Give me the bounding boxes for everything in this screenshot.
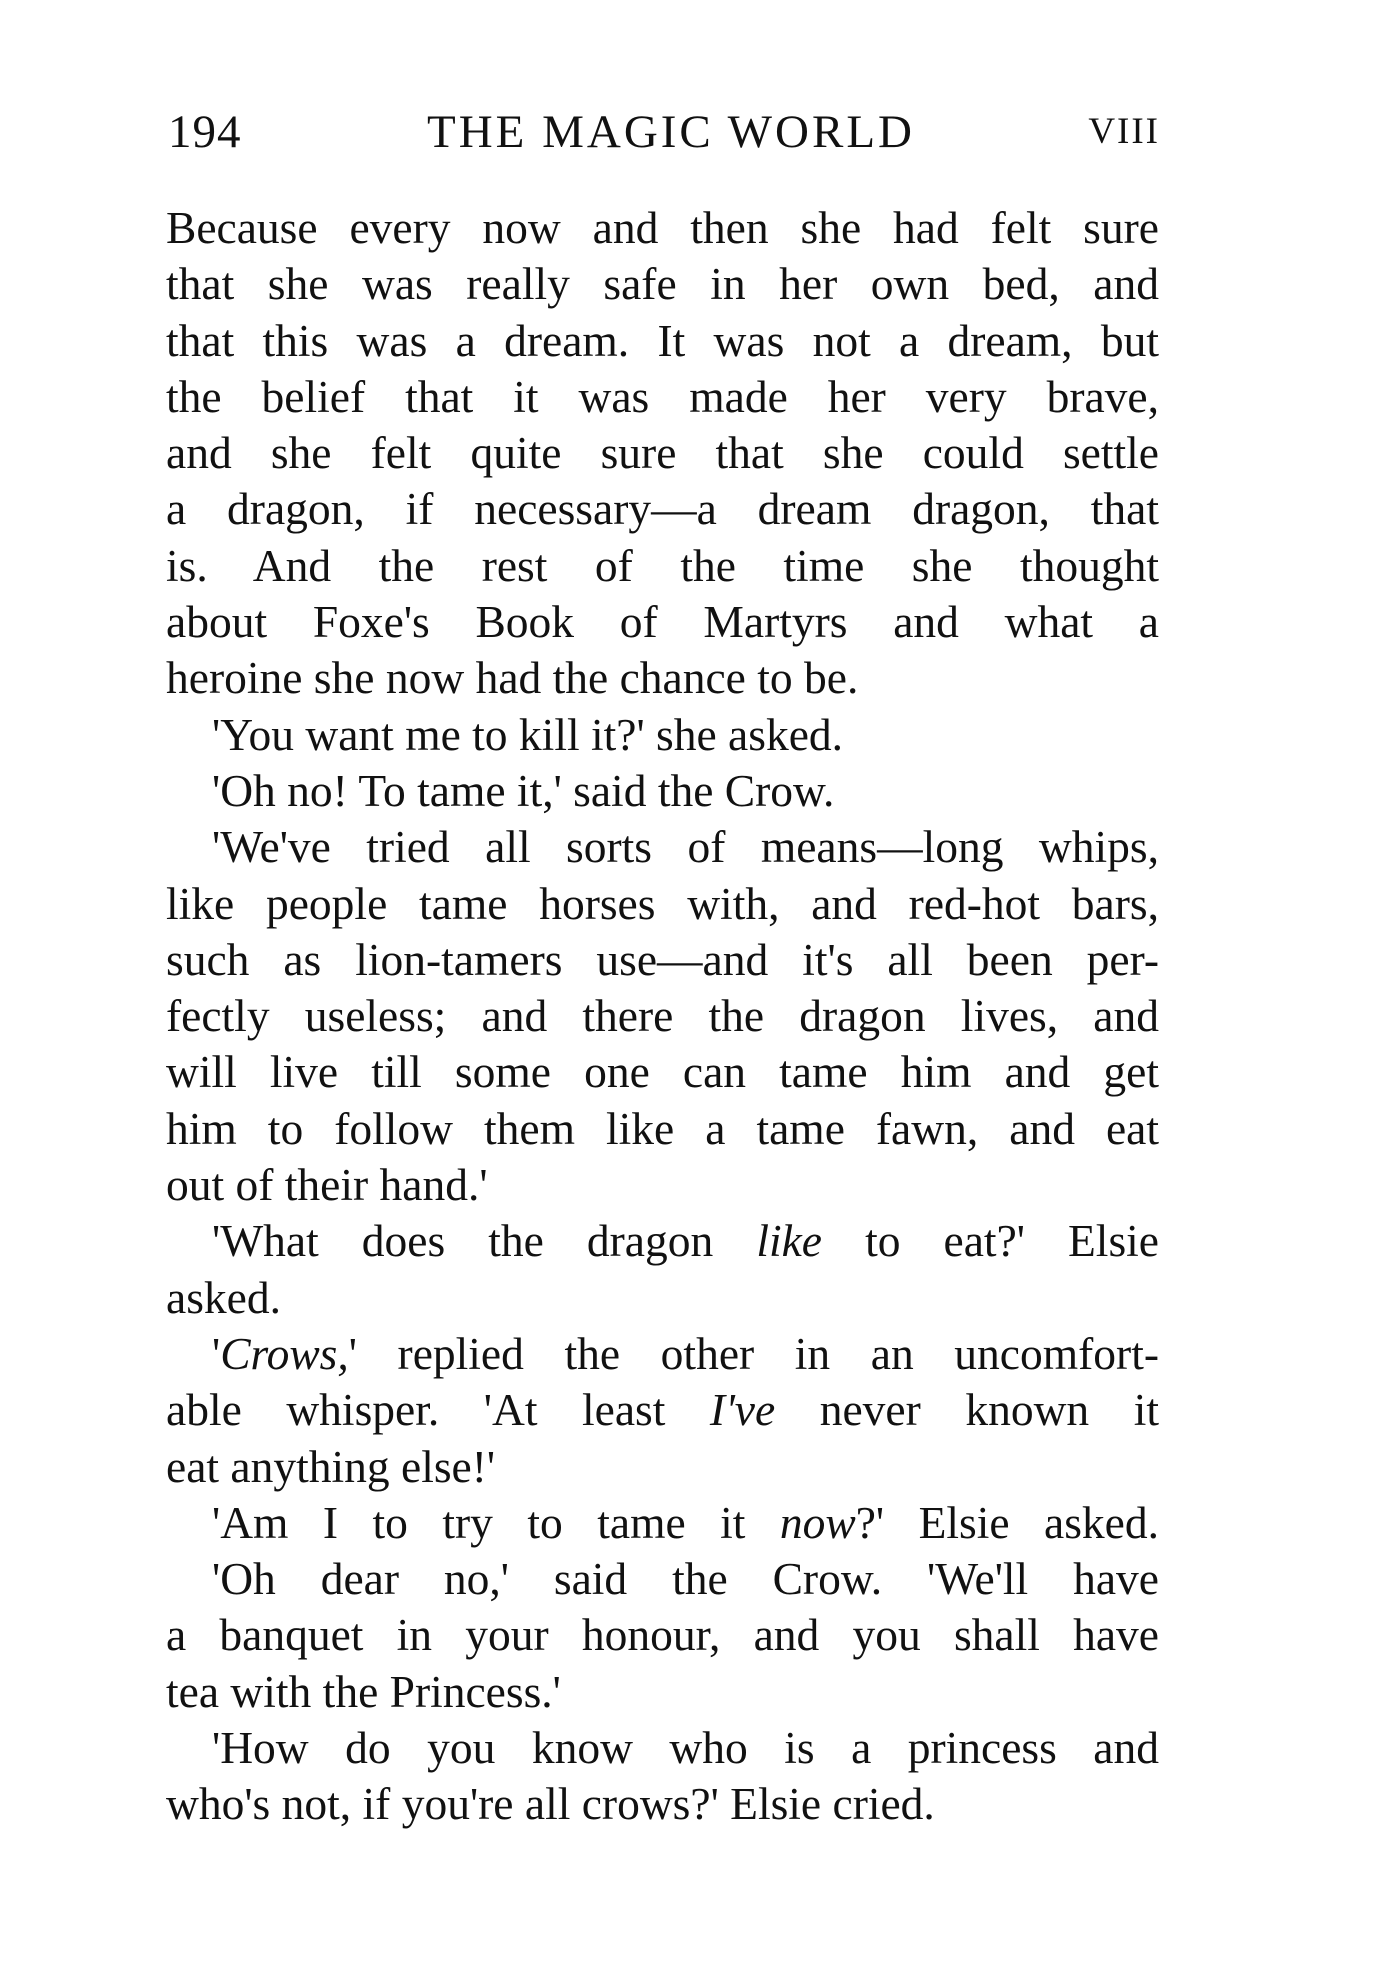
text-line: him to follow them like a tame fawn, and eat <box>166 1102 1159 1154</box>
page-number: 194 <box>168 106 242 158</box>
text-segment: ?' Elsie asked. <box>855 1496 1160 1548</box>
text-segment: ' <box>212 1327 221 1379</box>
text-line: that she was really safe in her own bed, and <box>166 258 1159 310</box>
chapter-number: VIII <box>1088 111 1160 152</box>
text-line: Because every now and then she had felt sure <box>166 202 1159 253</box>
text-line: a dragon, if necessary—a dream dragon, that <box>166 483 1159 535</box>
text-line: fectly useless; and there the dragon lives, and <box>166 990 1159 1042</box>
text-line <box>166 1495 1159 1551</box>
running-header <box>168 102 1160 162</box>
text-segment: to eat?' Elsie <box>822 1215 1159 1267</box>
text-line: that this was a dream. It was not a dream, but <box>166 314 1159 366</box>
text-line: will live till some one can tame him and get <box>166 1046 1159 1098</box>
italic-text: like <box>756 1215 823 1267</box>
text-line: 'Oh dear no,' said the Crow. 'We'll have <box>212 1553 1159 1605</box>
text-line: tea with the Princess.' <box>166 1665 561 1717</box>
text-line: eat anything else!' <box>166 1440 496 1492</box>
text-line: 'How do you know who is a princess and <box>212 1722 1159 1774</box>
text-segment: 'What does the dragon <box>212 1215 757 1267</box>
text-line: 'We've tried all sorts of means—long whips, <box>212 821 1159 873</box>
text-line: like people tame horses with, and red-hot bars, <box>166 877 1159 929</box>
text-line <box>166 1326 1159 1382</box>
text-line: who's not, if you're all crows?' Elsie cried. <box>166 1778 935 1830</box>
text-line: heroine she now had the chance to be. <box>166 652 859 704</box>
running-title: THE MAGIC WORLD <box>427 106 915 158</box>
text-line: such as lion-tamers use—and it's all been per- <box>166 933 1159 985</box>
text-line: about Foxe's Book of Martyrs and what a <box>166 596 1159 648</box>
text-line: 'You want me to kill it?' she asked. <box>212 708 844 760</box>
italic-text: now <box>779 1496 856 1548</box>
body-text <box>166 200 1159 1833</box>
text-segment: ' replied the other in an uncomfort- <box>348 1327 1159 1379</box>
text-line: asked. <box>166 1271 281 1323</box>
text-line: 'Oh no! To tame it,' said the Crow. <box>212 764 835 816</box>
text-segment: able whisper. 'At least <box>166 1384 710 1436</box>
text-line: the belief that it was made her very brave, <box>166 370 1159 422</box>
text-line <box>166 1213 1159 1269</box>
italic-text: Crows, <box>220 1327 349 1379</box>
text-segment: 'Am I to try to tame it <box>212 1496 780 1548</box>
italic-text: I've <box>709 1384 776 1436</box>
text-line: out of their hand.' <box>166 1159 488 1211</box>
text-segment: never known it <box>775 1384 1159 1436</box>
text-line: a banquet in your honour, and you shall have <box>166 1609 1159 1661</box>
text-line: is. And the rest of the time she thought <box>166 539 1159 591</box>
text-line: and she felt quite sure that she could settle <box>166 427 1159 479</box>
text-line <box>166 1382 1159 1438</box>
